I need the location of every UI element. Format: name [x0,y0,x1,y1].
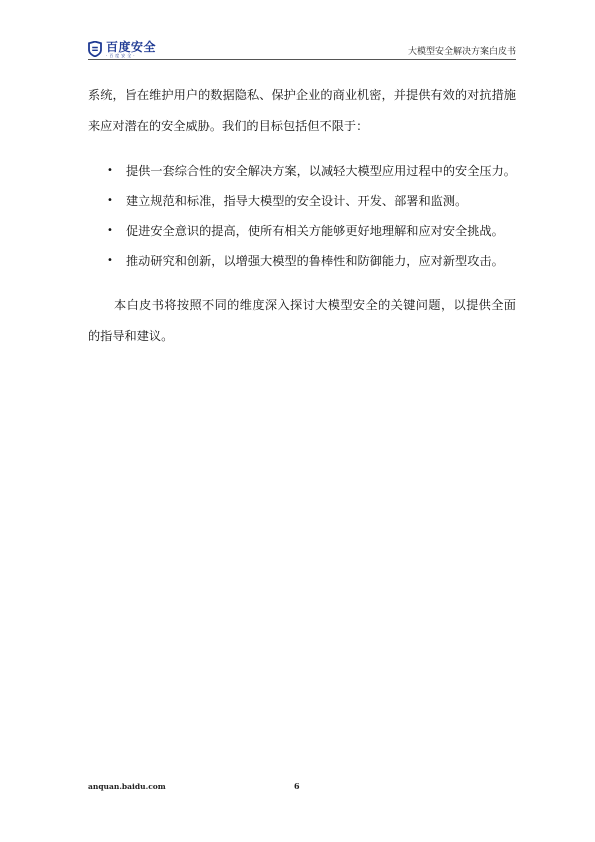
list-item-text: 提供一套综合性的安全解决方案，以减轻大模型应用过程中的安全压力。 [126,164,516,178]
page-content [88,80,516,352]
list-item [88,156,516,186]
list-item-text: 建立规范和标准，指导大模型的安全设计、开发、部署和监测。 [126,194,468,208]
logo-text: 百度安全 [106,39,157,54]
page-header [0,0,595,62]
bullet-icon: • [107,165,113,176]
logo-subtext: ·百度安全· [106,52,137,58]
list-item [88,216,516,246]
summary-paragraph: 本白皮书将按照不同的维度深入探讨大模型安全的关键问题，以提供全面的指导和建议。 [88,298,516,343]
header-divider [88,59,516,60]
list-item [88,246,516,276]
bullet-icon: • [107,195,113,206]
document-title: 大模型安全解决方案白皮书 [407,47,516,57]
footer-url: anquan.baidu.com [88,782,166,791]
shield-logo-icon [88,41,102,57]
bullet-icon: • [107,225,113,236]
list-item [88,186,516,216]
goals-list [88,156,516,276]
baidu-security-logo [88,38,156,60]
intro-paragraph: 系统，旨在维护用户的数据隐私、保护企业的商业机密，并提供有效的对抗措施来应对潜在的安全威胁。我们的目标包括但不限于： [88,88,516,133]
list-item-text: 推动研究和创新，以增强大模型的鲁棒性和防御能力，应对新型攻击。 [126,254,504,268]
bullet-icon: • [107,255,113,266]
list-item-text: 促进安全意识的提高，使所有相关方能够更好地理解和应对安全挑战。 [126,224,504,238]
page-number: 6 [294,781,300,791]
